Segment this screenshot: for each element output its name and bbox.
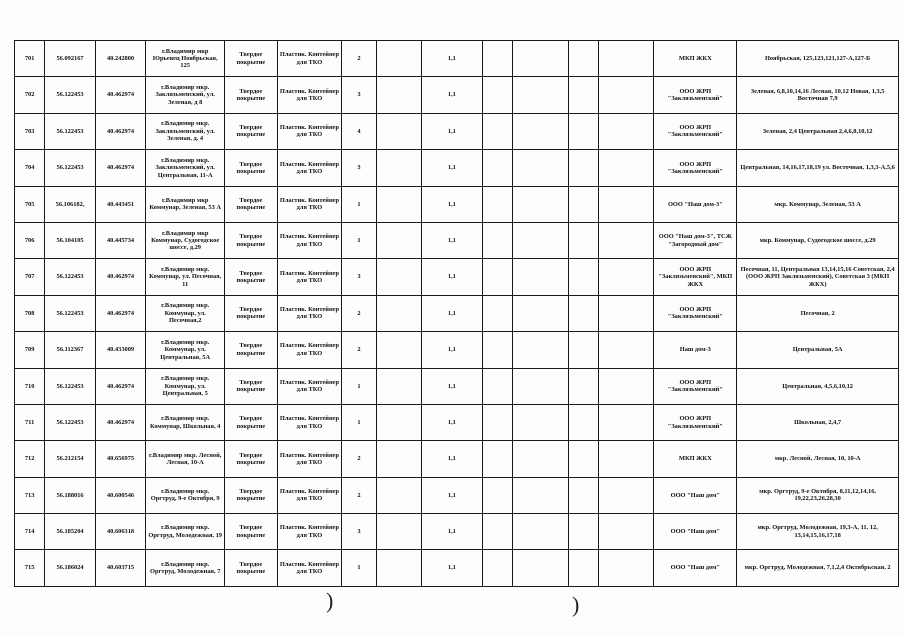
coverage-cell: Твердое покрытие: [225, 41, 278, 77]
container-count-cell: 2: [342, 332, 376, 368]
container-type-cell: Пластик. Контейнер для ТКО: [277, 295, 342, 331]
table-row: [15, 295, 899, 331]
empty-cell: [512, 259, 568, 295]
empty-cell: [568, 295, 598, 331]
row-number-cell: 715: [15, 550, 45, 586]
waste-sources-cell: Песочная, 2: [737, 295, 899, 331]
empty-cell: [376, 514, 421, 550]
container-volume-cell: 1,1: [422, 404, 483, 440]
coverage-cell: Твердое покрытие: [225, 259, 278, 295]
empty-cell: [482, 113, 512, 149]
longitude-cell: 40.603715: [95, 550, 146, 586]
waste-sources-cell: Центральная, 5А: [737, 332, 899, 368]
row-number-cell: 706: [15, 222, 45, 258]
empty-cell: [568, 113, 598, 149]
owner-cell: ООО ЖРП "Заклязьменский": [654, 77, 737, 113]
container-volume-cell: 1,1: [422, 332, 483, 368]
container-type-cell: Пластик. Контейнер для ТКО: [277, 77, 342, 113]
empty-cell: [568, 550, 598, 586]
empty-cell: [482, 222, 512, 258]
longitude-cell: 40.606318: [95, 514, 146, 550]
waste-sources-cell: Школьная, 2,4,7: [737, 404, 899, 440]
empty-cell: [376, 332, 421, 368]
empty-cell: [482, 77, 512, 113]
container-count-cell: 2: [342, 295, 376, 331]
coverage-cell: Твердое покрытие: [225, 186, 278, 222]
empty-cell: [512, 514, 568, 550]
table-row: [15, 514, 899, 550]
empty-cell: [598, 368, 654, 404]
waste-sources-cell: Ноябрьская, 125,123,121,127-А,127-Б: [737, 41, 899, 77]
empty-cell: [512, 550, 568, 586]
row-number-cell: 713: [15, 477, 45, 513]
container-type-cell: Пластик. Контейнер для ТКО: [277, 150, 342, 186]
empty-cell: [568, 514, 598, 550]
owner-cell: Наш дом-3: [654, 332, 737, 368]
row-number-cell: 708: [15, 295, 45, 331]
waste-sources-cell: мкр. Оргтруд, 9-е Октября, 8,11,12,14,16, 19,22,23,26,28,30: [737, 477, 899, 513]
coverage-cell: Твердое покрытие: [225, 113, 278, 149]
owner-cell: ООО ЖРП "Заклязьменский", МКП ЖКХ: [654, 259, 737, 295]
waste-sources-cell: мкр. Оргтруд, Молодежная, 7,1,2,4 Октябрьская, 2: [737, 550, 899, 586]
table-row: [15, 441, 899, 477]
container-volume-cell: 1,1: [422, 41, 483, 77]
container-volume-cell: 1,1: [422, 113, 483, 149]
empty-cell: [376, 113, 421, 149]
table-row: [15, 113, 899, 149]
longitude-cell: 40.433009: [95, 332, 146, 368]
longitude-cell: 40.445734: [95, 222, 146, 258]
empty-cell: [598, 113, 654, 149]
coverage-cell: Твердое покрытие: [225, 514, 278, 550]
empty-cell: [568, 41, 598, 77]
empty-cell: [482, 477, 512, 513]
address-cell: г.Владимир мкр. Лесной, Лесная, 10-А: [146, 441, 225, 477]
longitude-cell: 40.462974: [95, 77, 146, 113]
empty-cell: [568, 259, 598, 295]
latitude-cell: 56.122453: [45, 368, 96, 404]
latitude-cell: 56.122453: [45, 77, 96, 113]
address-cell: г.Владимир мкр. Заклязьменский, ул. Зеленая, д. 4: [146, 113, 225, 149]
container-type-cell: Пластик. Контейнер для ТКО: [277, 222, 342, 258]
empty-cell: [598, 332, 654, 368]
address-cell: г.Владимир мкр. Коммунар, ул. Песочная, 11: [146, 259, 225, 295]
address-cell: г.Владимир мкр. Заклязьменский, ул. Центральная, 11-А: [146, 150, 225, 186]
empty-cell: [482, 550, 512, 586]
empty-cell: [482, 404, 512, 440]
row-number-cell: 703: [15, 113, 45, 149]
latitude-cell: 56.092167: [45, 41, 96, 77]
latitude-cell: 56.122453: [45, 113, 96, 149]
container-count-cell: 2: [342, 41, 376, 77]
latitude-cell: 56.106182,: [45, 186, 96, 222]
coverage-cell: Твердое покрытие: [225, 404, 278, 440]
empty-cell: [482, 368, 512, 404]
table-row: [15, 368, 899, 404]
container-count-cell: 3: [342, 150, 376, 186]
empty-cell: [598, 259, 654, 295]
container-count-cell: 1: [342, 550, 376, 586]
latitude-cell: 56.122453: [45, 259, 96, 295]
empty-cell: [512, 222, 568, 258]
latitude-cell: 56.185204: [45, 514, 96, 550]
container-type-cell: Пластик. Контейнер для ТКО: [277, 477, 342, 513]
empty-cell: [512, 186, 568, 222]
coverage-cell: Твердое покрытие: [225, 332, 278, 368]
empty-cell: [376, 259, 421, 295]
longitude-cell: 40.462974: [95, 150, 146, 186]
container-type-cell: Пластик. Контейнер для ТКО: [277, 514, 342, 550]
longitude-cell: 40.242800: [95, 41, 146, 77]
container-count-cell: 3: [342, 514, 376, 550]
coverage-cell: Твердое покрытие: [225, 77, 278, 113]
empty-cell: [376, 404, 421, 440]
container-count-cell: 3: [342, 259, 376, 295]
table-row: [15, 477, 899, 513]
table-row: [15, 186, 899, 222]
container-volume-cell: 1,1: [422, 441, 483, 477]
empty-cell: [376, 186, 421, 222]
container-type-cell: Пластик. Контейнер для ТКО: [277, 332, 342, 368]
table-row: [15, 550, 899, 586]
address-cell: г.Владимир мкр. Коммунар, ул. Центральная, 5: [146, 368, 225, 404]
empty-cell: [482, 514, 512, 550]
empty-cell: [512, 77, 568, 113]
waste-sources-cell: Песочная, 11, Центральная 13,14,15,16 Советская, 2,4 (ООО ЖРП Заклязьменский), Советская 3 (МКП ЖКХ): [737, 259, 899, 295]
registry-rows: [15, 41, 899, 587]
address-cell: г.Владимир мкр. Оргтруд, Молодежная, 7: [146, 550, 225, 586]
empty-cell: [598, 295, 654, 331]
owner-cell: ООО ЖРП "Заклязьменский": [654, 404, 737, 440]
empty-cell: [512, 441, 568, 477]
coverage-cell: Твердое покрытие: [225, 150, 278, 186]
table-row: [15, 77, 899, 113]
empty-cell: [376, 222, 421, 258]
row-number-cell: 709: [15, 332, 45, 368]
waste-sources-cell: Центральная, 4,5,6,10,12: [737, 368, 899, 404]
container-count-cell: 1: [342, 222, 376, 258]
latitude-cell: 56.186024: [45, 550, 96, 586]
empty-cell: [512, 41, 568, 77]
scan-mark-left: ): [326, 588, 334, 613]
empty-cell: [598, 41, 654, 77]
container-count-cell: 3: [342, 77, 376, 113]
empty-cell: [568, 368, 598, 404]
empty-cell: [482, 186, 512, 222]
owner-cell: ООО "Наш дом": [654, 514, 737, 550]
empty-cell: [598, 222, 654, 258]
registry-table: [14, 40, 899, 587]
longitude-cell: 40.462974: [95, 295, 146, 331]
table-row: [15, 259, 899, 295]
address-cell: г.Владимир мкр Коммунар, Зеленая, 53 А: [146, 186, 225, 222]
empty-cell: [376, 441, 421, 477]
table-row: [15, 150, 899, 186]
owner-cell: ООО "Наш дом-3", ТСЖ "Загородный дом": [654, 222, 737, 258]
waste-sources-cell: Центральная, 14,16,17,18,19 ул. Восточная, 1,3,3-А,5,6: [737, 150, 899, 186]
address-cell: г.Владимир мкр. Коммунар, ул. Центральная, 5А: [146, 332, 225, 368]
latitude-cell: 56.188016: [45, 477, 96, 513]
empty-cell: [512, 113, 568, 149]
empty-cell: [568, 441, 598, 477]
empty-cell: [512, 150, 568, 186]
longitude-cell: 40.462974: [95, 259, 146, 295]
waste-sources-cell: мкр. Лесной, Лесная, 10, 10-А: [737, 441, 899, 477]
coverage-cell: Твердое покрытие: [225, 222, 278, 258]
container-volume-cell: 1,1: [422, 222, 483, 258]
empty-cell: [376, 150, 421, 186]
container-type-cell: Пластик. Контейнер для ТКО: [277, 368, 342, 404]
coverage-cell: Твердое покрытие: [225, 295, 278, 331]
container-volume-cell: 1,1: [422, 368, 483, 404]
longitude-cell: 40.443451: [95, 186, 146, 222]
empty-cell: [568, 150, 598, 186]
container-type-cell: Пластик. Контейнер для ТКО: [277, 441, 342, 477]
empty-cell: [598, 404, 654, 440]
owner-cell: ООО ЖРП "Заклязьменский": [654, 295, 737, 331]
waste-sources-cell: Зеленая, 6,8,10,14,16 Лесная, 10,12 Новая, 1,3,5 Восточная 7,9: [737, 77, 899, 113]
container-type-cell: Пластик. Контейнер для ТКО: [277, 113, 342, 149]
latitude-cell: 56.122453: [45, 404, 96, 440]
longitude-cell: 40.462974: [95, 113, 146, 149]
empty-cell: [512, 368, 568, 404]
empty-cell: [568, 477, 598, 513]
owner-cell: ООО ЖРП "Заклязьменский": [654, 150, 737, 186]
latitude-cell: 56.122453: [45, 295, 96, 331]
container-volume-cell: 1,1: [422, 514, 483, 550]
empty-cell: [376, 477, 421, 513]
latitude-cell: 56.212154: [45, 441, 96, 477]
row-number-cell: 701: [15, 41, 45, 77]
container-type-cell: Пластик. Контейнер для ТКО: [277, 186, 342, 222]
owner-cell: ООО "Наш дом-3": [654, 186, 737, 222]
row-number-cell: 705: [15, 186, 45, 222]
empty-cell: [598, 550, 654, 586]
owner-cell: ООО "Наш дом": [654, 477, 737, 513]
container-type-cell: Пластик. Контейнер для ТКО: [277, 41, 342, 77]
latitude-cell: 56.122453: [45, 150, 96, 186]
table-row: [15, 222, 899, 258]
latitude-cell: 56.104105: [45, 222, 96, 258]
empty-cell: [376, 550, 421, 586]
address-cell: г.Владимир мкр. Оргтруд, Молодежная, 19: [146, 514, 225, 550]
empty-cell: [482, 441, 512, 477]
row-number-cell: 711: [15, 404, 45, 440]
container-volume-cell: 1,1: [422, 550, 483, 586]
empty-cell: [568, 77, 598, 113]
container-volume-cell: 1,1: [422, 186, 483, 222]
empty-cell: [568, 332, 598, 368]
empty-cell: [598, 441, 654, 477]
empty-cell: [568, 404, 598, 440]
owner-cell: МКП ЖКХ: [654, 441, 737, 477]
longitude-cell: 40.600546: [95, 477, 146, 513]
waste-sources-cell: мкр. Оргтруд, Молодежная, 19,3-А, 11, 12, 13,14,15,16,17,18: [737, 514, 899, 550]
empty-cell: [512, 477, 568, 513]
owner-cell: ООО ЖРП "Заклязьменский": [654, 368, 737, 404]
empty-cell: [482, 332, 512, 368]
longitude-cell: 40.462974: [95, 368, 146, 404]
container-count-cell: 2: [342, 441, 376, 477]
container-volume-cell: 1,1: [422, 150, 483, 186]
address-cell: г.Владимир мкр Юрьевец Ноябрьская, 125: [146, 41, 225, 77]
address-cell: г.Владимир мкр. Заклязьменский, ул. Зеленая, д 8: [146, 77, 225, 113]
address-cell: г.Владимир мкр. Оргтруд, 9-е Октября, 9: [146, 477, 225, 513]
container-count-cell: 4: [342, 113, 376, 149]
address-cell: г.Владимир мкр. Коммунар, ул. Песочная,2: [146, 295, 225, 331]
empty-cell: [376, 41, 421, 77]
empty-cell: [482, 295, 512, 331]
empty-cell: [512, 332, 568, 368]
empty-cell: [482, 259, 512, 295]
container-type-cell: Пластик. Контейнер для ТКО: [277, 404, 342, 440]
empty-cell: [482, 41, 512, 77]
coverage-cell: Твердое покрытие: [225, 441, 278, 477]
longitude-cell: 40.462974: [95, 404, 146, 440]
empty-cell: [568, 186, 598, 222]
empty-cell: [512, 295, 568, 331]
coverage-cell: Твердое покрытие: [225, 368, 278, 404]
row-number-cell: 704: [15, 150, 45, 186]
container-count-cell: 1: [342, 368, 376, 404]
row-number-cell: 702: [15, 77, 45, 113]
empty-cell: [598, 77, 654, 113]
row-number-cell: 712: [15, 441, 45, 477]
row-number-cell: 710: [15, 368, 45, 404]
container-type-cell: Пластик. Контейнер для ТКО: [277, 259, 342, 295]
empty-cell: [376, 295, 421, 331]
latitude-cell: 56.112367: [45, 332, 96, 368]
coverage-cell: Твердое покрытие: [225, 550, 278, 586]
container-count-cell: 1: [342, 186, 376, 222]
container-volume-cell: 1,1: [422, 77, 483, 113]
address-cell: г.Владимир мкр Коммунар, Судогодское шоссе, д.29: [146, 222, 225, 258]
table-row: [15, 41, 899, 77]
table-row: [15, 404, 899, 440]
empty-cell: [598, 477, 654, 513]
empty-cell: [376, 77, 421, 113]
row-number-cell: 714: [15, 514, 45, 550]
longitude-cell: 40.656975: [95, 441, 146, 477]
empty-cell: [598, 186, 654, 222]
table-row: [15, 332, 899, 368]
empty-cell: [482, 150, 512, 186]
row-number-cell: 707: [15, 259, 45, 295]
address-cell: г.Владимир мкр. Коммунар, Школьная, 4: [146, 404, 225, 440]
container-volume-cell: 1,1: [422, 295, 483, 331]
waste-sources-cell: мкр. Коммунар, Зеленая, 53 А: [737, 186, 899, 222]
owner-cell: ООО "Наш дом": [654, 550, 737, 586]
waste-sources-cell: мкр. Коммунар, Судогодское шоссе, д.29: [737, 222, 899, 258]
empty-cell: [598, 150, 654, 186]
owner-cell: ООО ЖРП "Заклязьменский": [654, 113, 737, 149]
owner-cell: МКП ЖКХ: [654, 41, 737, 77]
container-volume-cell: 1,1: [422, 259, 483, 295]
container-count-cell: 2: [342, 477, 376, 513]
empty-cell: [598, 514, 654, 550]
container-type-cell: Пластик. Контейнер для ТКО: [277, 550, 342, 586]
scan-mark-right: ): [572, 592, 580, 617]
empty-cell: [512, 404, 568, 440]
waste-sources-cell: Зеленая, 2,4 Центральная 2,4,6,8,10,12: [737, 113, 899, 149]
empty-cell: [568, 222, 598, 258]
empty-cell: [376, 368, 421, 404]
container-volume-cell: 1,1: [422, 477, 483, 513]
container-count-cell: 1: [342, 404, 376, 440]
coverage-cell: Твердое покрытие: [225, 477, 278, 513]
